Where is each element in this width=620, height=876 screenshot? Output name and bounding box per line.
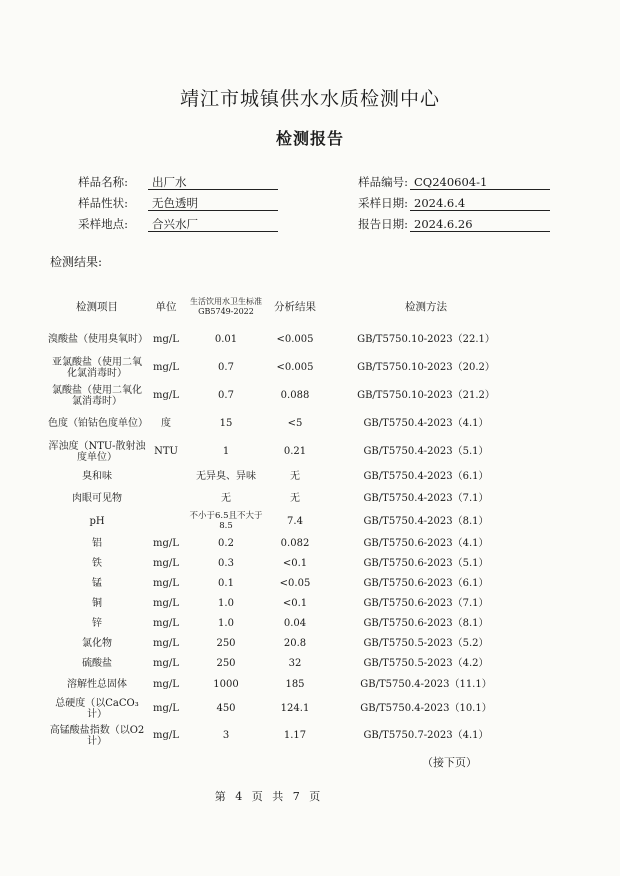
cell-unit: mg/L [153, 730, 179, 742]
header-unit: 单位 [155, 300, 177, 313]
cell-item: 锌 [92, 618, 102, 630]
cell-unit: mg/L [153, 390, 179, 402]
cell-result: 无 [290, 471, 300, 483]
cell-result: <0.1 [282, 598, 308, 610]
cell-unit: mg/L [153, 334, 179, 346]
cell-result: 0.088 [280, 390, 310, 402]
table-row [48, 466, 528, 488]
cell-result: <0.005 [276, 334, 314, 346]
cell-item: 溶解性总固体 [67, 679, 127, 691]
cell-item: 浑浊度（NTU-散射浊度单位） [48, 440, 146, 463]
cell-method: GB/T5750.10-2023（22.1） [357, 334, 495, 346]
table-row [48, 438, 528, 466]
cell-item: 总硬度（以CaCO₃计） [55, 697, 139, 720]
cell-unit [146, 488, 186, 510]
header-result: 分析结果 [274, 300, 316, 313]
cell-standard: 3 [222, 730, 230, 742]
report-subtitle: 检测报告 [275, 129, 344, 148]
cell-method: GB/T5750.4-2023（10.1） [360, 703, 492, 715]
sample-name-value: 出厂水 [148, 174, 278, 190]
cell-method: GB/T5750.4-2023（4.1） [363, 418, 489, 430]
cell-result: 32 [288, 658, 302, 670]
cell-result: 20.8 [283, 638, 307, 650]
cell-method: GB/T5750.10-2023（20.2） [357, 362, 495, 374]
cell-unit: mg/L [153, 558, 179, 570]
cell-standard: 450 [216, 703, 236, 715]
report-date-value: 2024.6.26 [410, 216, 550, 232]
cell-item: 铁 [92, 558, 102, 570]
cell-standard: 1.0 [218, 618, 234, 630]
table-row [48, 674, 528, 696]
sample-name-label: 样品名称: [78, 175, 128, 189]
cell-unit: mg/L [153, 362, 179, 374]
header-method: 检测方法 [405, 300, 447, 313]
table-header-row [48, 288, 528, 326]
table-row [48, 696, 528, 722]
page-footer [0, 788, 535, 804]
cell-standard: 0.01 [214, 334, 238, 346]
cell-unit [146, 466, 186, 488]
cell-method: GB/T5750.6-2023（6.1） [363, 578, 489, 590]
cell-item: 肉眼可见物 [72, 493, 122, 505]
cell-result: 0.21 [283, 446, 307, 458]
sample-state-label: 样品性状: [78, 196, 128, 210]
table-body [48, 326, 528, 750]
cell-method: GB/T5750.6-2023（4.1） [363, 538, 489, 550]
cell-unit [146, 510, 186, 534]
info-row-1 [0, 174, 620, 192]
cell-method: GB/T5750.5-2023（5.2） [363, 638, 489, 650]
results-section-label: 检测结果: [50, 255, 103, 269]
table-row [48, 510, 528, 534]
sampling-site-value: 合兴水厂 [148, 216, 278, 232]
cell-result: 0.04 [283, 618, 307, 630]
footer-di: 第 [214, 790, 226, 803]
table-row [48, 488, 528, 510]
cell-method: GB/T5750.6-2023（5.1） [363, 558, 489, 570]
cell-standard: 250 [216, 658, 236, 670]
table-row [48, 594, 528, 614]
sample-no-value: CQ240604-1 [410, 174, 550, 190]
cell-standard: 15 [219, 418, 233, 430]
footer-ye: 页 [251, 790, 263, 803]
table-row [48, 634, 528, 654]
info-row-3 [0, 216, 620, 234]
cell-method: GB/T5750.7-2023（4.1） [363, 730, 489, 742]
cell-item: 硫酸盐 [82, 658, 112, 670]
table-row [48, 554, 528, 574]
sampling-site-label: 采样地点: [78, 217, 128, 231]
sample-state-value: 无色透明 [148, 195, 278, 211]
cell-item: 高锰酸盐指数（以O2计） [49, 724, 145, 747]
results-table [48, 288, 528, 750]
cell-result: <0.1 [282, 558, 308, 570]
cell-standard: 0.2 [218, 538, 234, 550]
cell-result: <5 [287, 418, 303, 430]
cell-standard: 250 [216, 638, 236, 650]
cell-item: 铝 [92, 538, 102, 550]
sampling-date-value: 2024.6.4 [410, 195, 550, 211]
cell-standard: 1.0 [218, 598, 234, 610]
footer-page-number: 4 [235, 790, 243, 803]
cell-unit: 度 [161, 418, 171, 430]
cell-unit: mg/L [153, 578, 179, 590]
cell-unit: mg/L [153, 538, 179, 550]
sampling-date-label: 采样日期: [358, 196, 408, 210]
table-row [48, 574, 528, 594]
cell-item: 氯化物 [82, 638, 112, 650]
cell-method: GB/T5750.4-2023（7.1） [363, 493, 489, 505]
table-row [48, 354, 528, 382]
cell-result: 7.4 [287, 516, 303, 528]
cell-item: 锰 [92, 578, 102, 590]
sample-no-label: 样品编号: [358, 175, 408, 189]
cell-method: GB/T5750.5-2023（4.2） [363, 658, 489, 670]
report-date-label: 报告日期: [358, 217, 408, 231]
cell-result: 1.17 [283, 730, 307, 742]
header-standard: 生活饮用水卫生标准GB5749-2022 [190, 297, 262, 316]
cell-item: 溴酸盐（使用臭氧时） [48, 334, 148, 346]
cell-standard: 1 [222, 446, 230, 458]
continued-note: （接下页） [422, 756, 477, 769]
cell-method: GB/T5750.6-2023（8.1） [363, 618, 489, 630]
cell-result: <0.05 [279, 578, 311, 590]
cell-result: 无 [290, 493, 300, 505]
cell-unit: mg/L [153, 638, 179, 650]
table-row [48, 326, 528, 354]
cell-unit: mg/L [153, 658, 179, 670]
footer-gong: 共 [272, 790, 284, 803]
cell-standard: 0.1 [218, 578, 234, 590]
table-row [48, 722, 528, 750]
footer-total-pages: 7 [292, 790, 300, 803]
cell-standard: 0.3 [218, 558, 234, 570]
cell-result: 124.1 [280, 703, 310, 715]
cell-method: GB/T5750.6-2023（7.1） [363, 598, 489, 610]
cell-item: 臭和味 [82, 471, 112, 483]
cell-unit: mg/L [153, 703, 179, 715]
table-row [48, 382, 528, 410]
cell-item: 氯酸盐（使用二氧化氯消毒时） [52, 384, 142, 407]
cell-standard: 无异臭、异味 [196, 471, 256, 483]
cell-standard: 0.7 [218, 390, 234, 402]
cell-method: GB/T5750.4-2023（11.1） [360, 679, 492, 691]
cell-unit: mg/L [153, 679, 179, 691]
header-item: 检测项目 [76, 300, 118, 313]
table-row [48, 614, 528, 634]
cell-standard: 不小于6.5且不大于8.5 [189, 511, 263, 531]
cell-method: GB/T5750.4-2023（6.1） [363, 471, 489, 483]
cell-result: <0.005 [276, 362, 314, 374]
cell-standard: 1000 [213, 679, 239, 691]
cell-item: 色度（铂钴色度单位） [48, 418, 148, 430]
table-row [48, 534, 528, 554]
cell-result: 0.082 [280, 538, 310, 550]
cell-unit: mg/L [153, 618, 179, 630]
cell-standard: 无 [221, 493, 231, 505]
cell-item: pH [89, 516, 105, 528]
cell-unit: mg/L [153, 598, 179, 610]
cell-method: GB/T5750.4-2023（5.1） [363, 446, 489, 458]
report-org-title: 靖江市城镇供水水质检测中心 [179, 88, 440, 110]
cell-unit: NTU [154, 446, 178, 458]
cell-standard: 0.7 [218, 362, 234, 374]
cell-method: GB/T5750.10-2023（21.2） [357, 390, 495, 402]
cell-item: 铜 [92, 598, 102, 610]
table-row [48, 654, 528, 674]
cell-result: 185 [285, 679, 305, 691]
cell-method: GB/T5750.4-2023（8.1） [363, 516, 489, 528]
info-row-2 [0, 195, 620, 213]
cell-item: 亚氯酸盐（使用二氧化氯消毒时） [52, 356, 142, 379]
table-row [48, 410, 528, 438]
footer-ye2: 页 [309, 790, 321, 803]
